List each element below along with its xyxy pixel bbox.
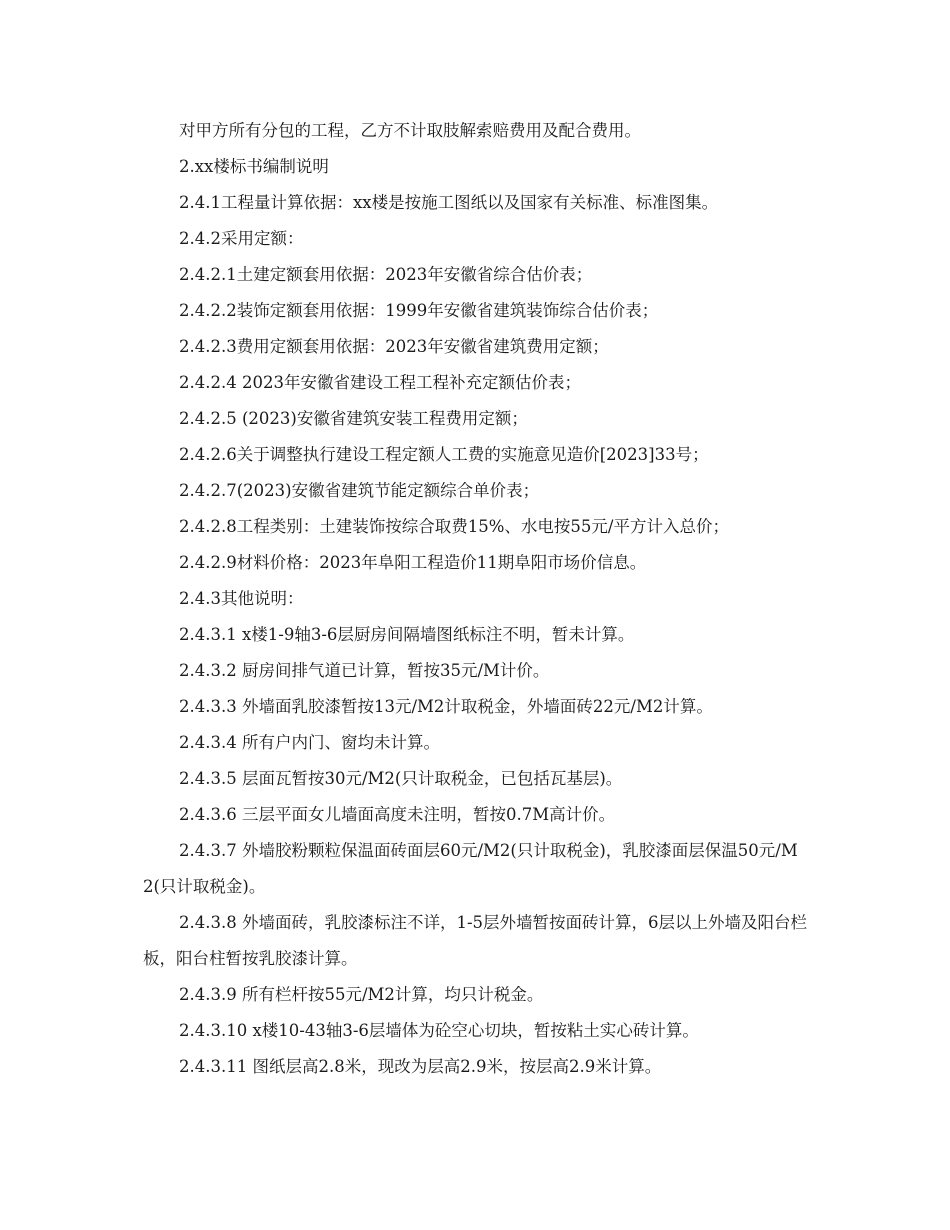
section-heading: 2.xx楼标书编制说明 bbox=[179, 157, 329, 176]
paragraph: 2.4.3.5 层面瓦暂按30元/M2(只计取税金，已包括瓦基层)。 bbox=[179, 769, 623, 788]
paragraph: 2.4.3.9 所有栏杆按55元/M2计算，均只计税金。 bbox=[179, 985, 544, 1004]
paragraph: 2.4.3.10 x楼10-43轴3-6层墙体为砼空心切块，暂按粘土实心砖计算。 bbox=[179, 1021, 699, 1040]
paragraph: 2.4.3.3 外墙面乳胶漆暂按13元/M2计取税金，外墙面砖22元/M2计算。 bbox=[179, 697, 713, 716]
paragraph: 2.4.3.6 三层平面女儿墙面高度未注明，暂按0.7M高计价。 bbox=[179, 805, 616, 824]
paragraph: 2.4.3.7 外墙胶粉颗粒保温面砖面层60元/M2(只计取税金)，乳胶漆面层保温50元/M2(只计取税金)。 bbox=[143, 841, 798, 896]
paragraph: 2.4.2.3费用定额套用依据：2023年安徽省建筑费用定额； bbox=[179, 337, 609, 356]
paragraph: 2.4.2.7(2023)安徽省建筑节能定额综合单价表； bbox=[179, 481, 540, 500]
paragraph: 2.4.3.4 所有户内门、窗均未计算。 bbox=[179, 733, 440, 752]
paragraph: 2.4.2.1土建定额套用依据：2023年安徽省综合估价表； bbox=[179, 265, 593, 284]
subsection-heading: 2.4.2采用定额： bbox=[179, 229, 304, 248]
paragraph: 2.4.3.1 x楼1-9轴3-6层厨房间隔墙图纸标注不明，暂未计算。 bbox=[179, 625, 635, 644]
paragraph: 2.4.2.4 2023年安徽省建设工程工程补充定额估价表； bbox=[179, 373, 581, 392]
paragraph: 2.4.2.9材料价格：2023年阜阳工程造价11期阜阳市场价信息。 bbox=[179, 553, 647, 572]
paragraph: 2.4.2.6关于调整执行建设工程定额人工费的实施意见造价[2023]33号； bbox=[179, 445, 709, 464]
paragraph: 2.4.3.8 外墙面砖，乳胶漆标注不详，1-5层外墙暂按面砖计算，6层以上外墙及阳台栏板，阳台柱暂按乳胶漆计算。 bbox=[143, 913, 808, 968]
subsection-heading: 2.4.3其他说明： bbox=[179, 589, 304, 608]
paragraph: 2.4.2.8工程类别：土建装饰按综合取费15%、水电按55元/平方计入总价； bbox=[179, 517, 729, 536]
paragraph: 2.4.1工程量计算依据：xx楼是按施工图纸以及国家有关标准、标准图集。 bbox=[179, 193, 719, 212]
paragraph: 2.4.3.11 图纸层高2.8米，现改为层高2.9米，按层高2.9米计算。 bbox=[179, 1057, 662, 1076]
paragraph: 对甲方所有分包的工程，乙方不计取肢解索赔费用及配合费用。 bbox=[179, 121, 641, 140]
document-body bbox=[143, 113, 808, 1085]
paragraph: 2.4.3.2 厨房间排气道已计算，暂按35元/M计价。 bbox=[179, 661, 550, 680]
paragraph: 2.4.2.5 (2023)安徽省建筑安装工程费用定额； bbox=[179, 409, 528, 428]
paragraph: 2.4.2.2装饰定额套用依据：1999年安徽省建筑装饰综合估价表； bbox=[179, 301, 659, 320]
